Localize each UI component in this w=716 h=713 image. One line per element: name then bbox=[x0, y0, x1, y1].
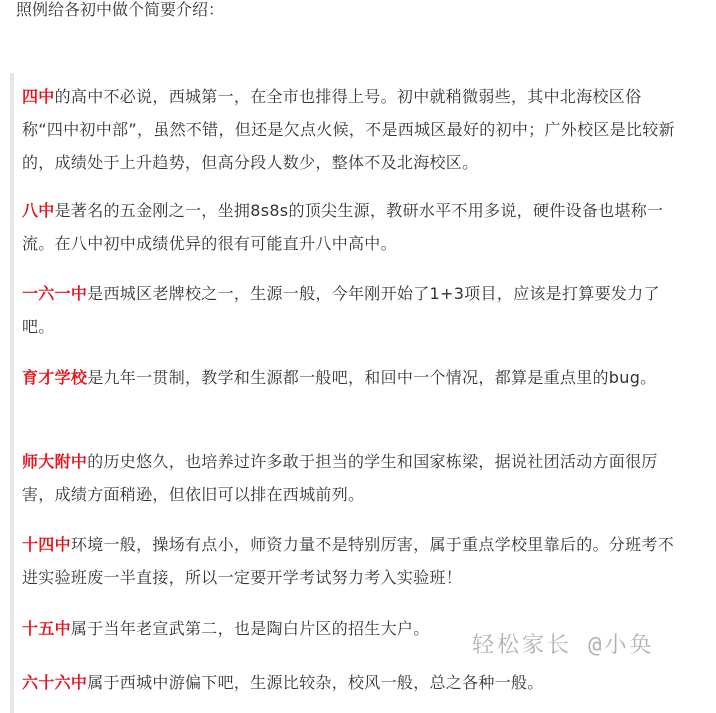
paragraph-sizhong bbox=[22, 80, 682, 179]
paragraph-text: 的历史悠久，也培养过许多敢于担当的学生和国家栋梁，据说社团活动方面很厉害，成绩方面稍逊，但依旧可以排在西城前列。 bbox=[22, 452, 658, 504]
school-name: 育才学校 bbox=[22, 368, 88, 387]
paragraph-text: 是西城区老牌校之一，生源一般，今年刚开始了1+3项目，应该是打算要发力了吧。 bbox=[22, 284, 660, 336]
paragraph-text: 属于当年老宣武第二，也是陶白片区的招生大户。 bbox=[70, 619, 430, 638]
paragraph-shidafuzhong bbox=[22, 445, 682, 511]
paragraph-liushiliuzhong bbox=[22, 666, 682, 699]
paragraph-text: 属于西城中游偏下吧，生源比较杂，校风一般，总之各种一般。 bbox=[87, 673, 544, 692]
paragraph-yucai bbox=[22, 361, 682, 394]
paragraph-yiliuyizhong bbox=[22, 277, 682, 343]
school-name: 一六一中 bbox=[22, 284, 88, 303]
school-name: 八中 bbox=[22, 201, 55, 220]
intro-text: 照例给各初中做个简要介绍： bbox=[16, 0, 225, 19]
paragraph-shisizhong bbox=[22, 528, 682, 594]
paragraph-text: 环境一般，操场有点小，师资力量不是特别厉害，属于重点学校里靠后的。分班考不进实验班废一半直接，所以一定要开学考试努力考入实验班！ bbox=[22, 535, 675, 587]
school-name: 六十六中 bbox=[22, 673, 88, 692]
school-name: 十四中 bbox=[22, 535, 71, 554]
school-name: 四中 bbox=[22, 87, 55, 106]
paragraph-text: 的高中不必说，西城第一，在全市也排得上号。初中就稍微弱些，其中北海校区俗称“四中初中部”，虽然不错，但还是欠点火候，不是西城区最好的初中；广外校区是比较新的，成绩处于上升趋势，但高分段人数少，整体不及北海校区。 bbox=[22, 87, 675, 172]
paragraph-text: 是著名的五金刚之一，坐拥8s8s的顶尖生源，教研水平不用多说，硬件设备也堪称一流。在八中初中成绩优异的很有可能直升八中高中。 bbox=[22, 201, 664, 253]
paragraph-text: 是九年一贯制，教学和生源都一般吧，和回中一个情况，都算是重点里的bug。 bbox=[87, 368, 657, 387]
school-name: 师大附中 bbox=[22, 452, 88, 471]
watermark: 轻松家长 @小奂 bbox=[472, 633, 655, 658]
paragraph-bazhong bbox=[22, 194, 682, 260]
school-name: 十五中 bbox=[22, 619, 71, 638]
